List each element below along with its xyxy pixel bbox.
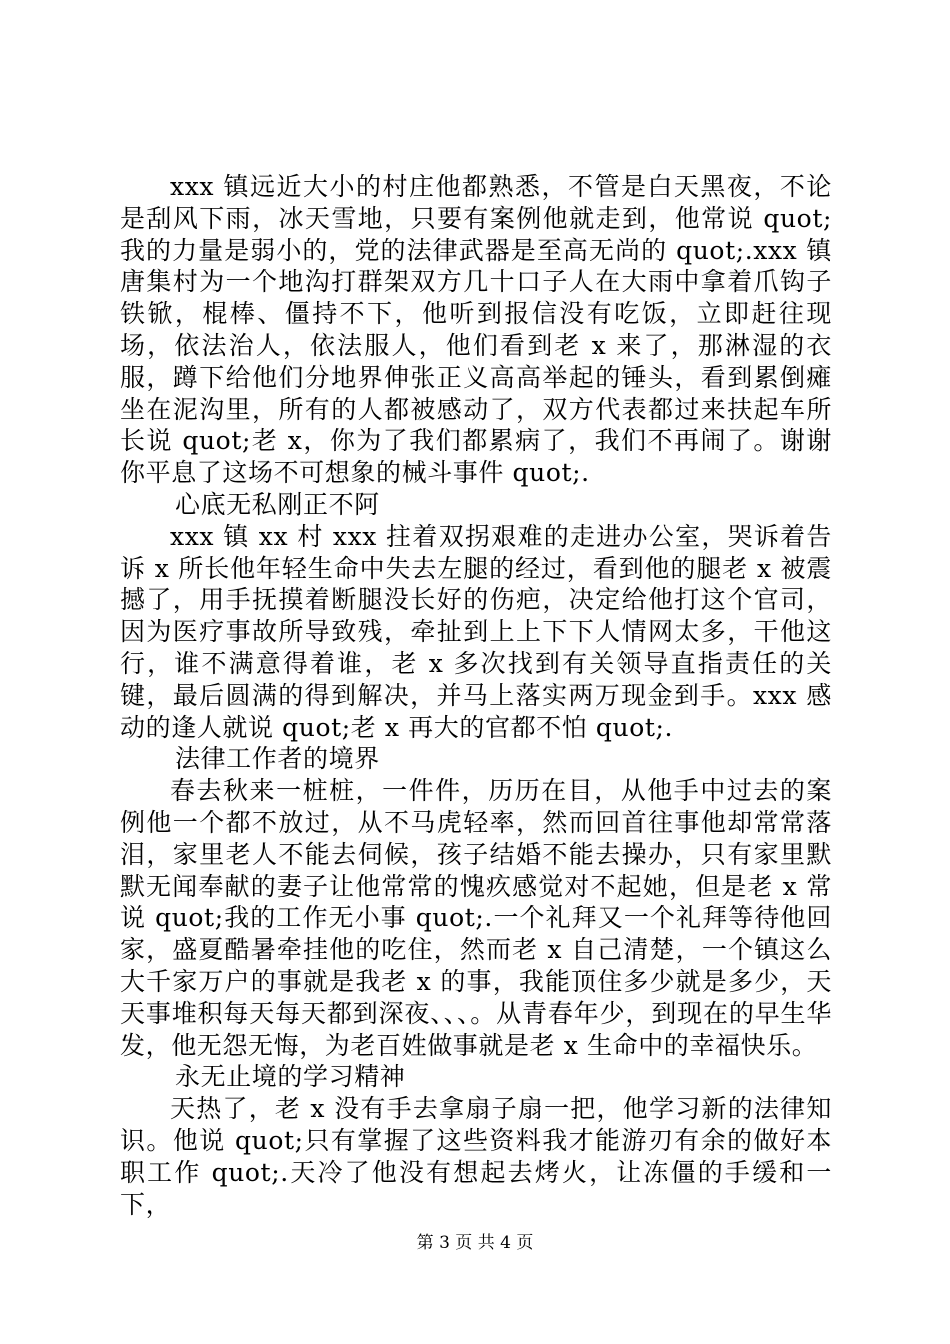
section-heading-learning: 永无止境的学习精神: [175, 1062, 406, 1092]
document-body: [120, 171, 832, 1220]
section-heading-selfless: 心底无私刚正不阿: [175, 489, 380, 519]
page-number-footer: 第 3 页 共 4 页: [416, 1233, 534, 1253]
paragraph-dedication: 春去秋来一桩桩，一件件，历历在目，从他手中过去的案例他一个都不放过，从不马虎轻率，然而回首往事他却常常落泪，家里老人不能去伺候，孩子结婚不能去操办，只有家里默默无闻奉献的妻子让他常常的愧疚感觉对不起她，但是老 x 常说 quot;我的工作无小事 quot;.一个礼拜又一个礼拜等待他回家，盛夏酷暑牵挂他的吃住，然而老 x 自己清楚，一个镇这么大千家万户的事就是我老 x 的事，我能顶住多少就是多少，天天事堆积每天每天都到深夜、、、。从青春年少，到现在的早生华发，他无怨无悔，为老百姓做事就是老 x 生命中的幸福快乐。: [120, 776, 832, 1060]
paragraph-village-cases: xxx 镇远近大小的村庄他都熟悉，不管是白天黑夜，不论是刮风下雨，冰天雪地，只要有案例他就走到，他常说 quot;我的力量是弱小的，党的法律武器是至高无尚的 quot;.xxx 镇唐集村为一个地沟打群架双方几十口子人在大雨中拿着爪钩子铁锨，棍棒、僵持不下，他听到报信没有吃饭，立即赶往现场，依法治人，依法服人，他们看到老 x 来了，那淋湿的衣服，蹲下给他们分地界伸张正义高高举起的锤头，看到累倒瘫坐在泥沟里，所有的人都被感动了，双方代表都过来扶起车所长说 quot;老 x，你为了我们都累病了，我们不再闹了。谢谢你平息了这场不可想象的械斗事件 quot;.: [120, 172, 832, 488]
paragraph-lawsuit-case: xxx 镇 xx 村 xxx 拄着双拐艰难的走进办公室，哭诉着告诉 x 所长他年轻生命中失去左腿的经过，看到他的腿老 x 被震撼了，用手抚摸着断腿没长好的伤疤，决定给他打这个官司，因为医疗事故所导致残，牵扯到上上下下人情网太多，干他这行，谁不满意得着谁，老 x 多次找到有关领导直指责任的关键，最后圆满的得到解决，并马上落实两万现金到手。xxx 感动的逢人就说 quot;老 x 再大的官都不怕 quot;.: [120, 521, 832, 742]
section-heading-legal-worker: 法律工作者的境界: [175, 744, 380, 774]
paragraph-learning: 天热了，老 x 没有手去拿扇子扇一把，他学习新的法律知识。他说 quot;只有掌握了这些资料我才能游刃有余的做好本职工作 quot;.天冷了他没有想起去烤火，让冻僵的手缓和一下，: [120, 1094, 832, 1219]
